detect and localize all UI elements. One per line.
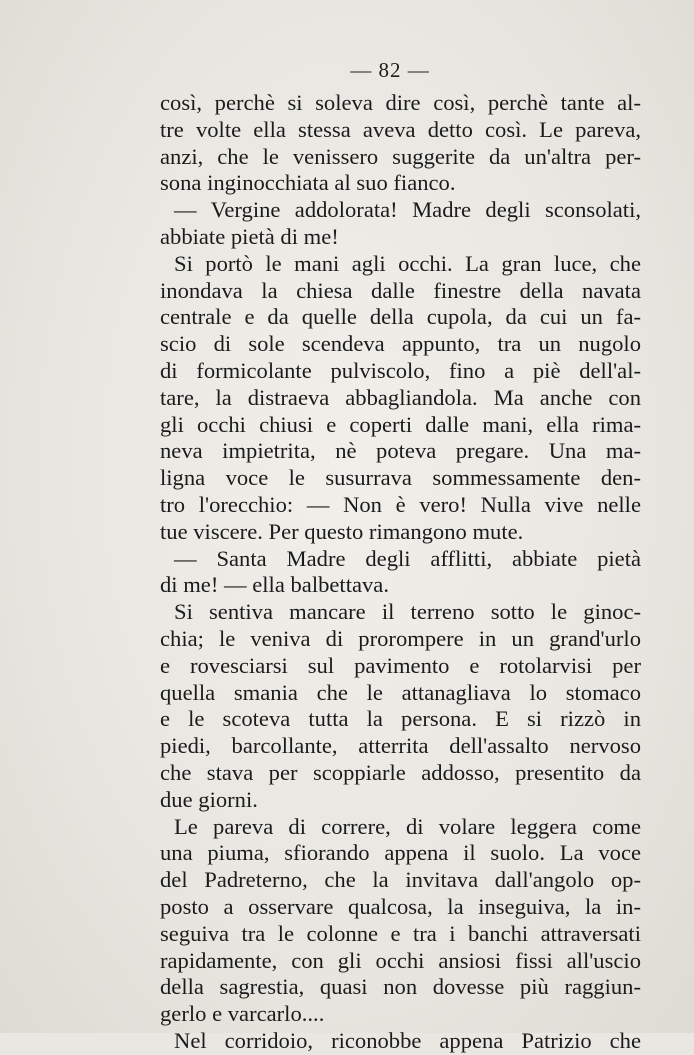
text-line: centrale e da quelle della cupola, da cui un fa- xyxy=(160,304,641,330)
text-line: due giorni. xyxy=(160,786,258,812)
text-line: piedi, barcollante, atterrita dell'assalto nervoso xyxy=(160,733,641,759)
text-line: posto a osservare qualcosa, la inseguiva, la in- xyxy=(160,893,641,919)
text-line: così, perchè si soleva dire così, perchè tante al- xyxy=(160,90,641,115)
text-line: che stava per scoppiarle addosso, presentito da xyxy=(160,759,641,785)
text-line: di me! — ella balbettava. xyxy=(160,572,389,598)
text-line: e le scoteva tutta la persona. E si rizzò in xyxy=(160,706,641,732)
page-number: — 82 — xyxy=(350,58,430,82)
text-line: Si sentiva mancare il terreno sotto le ginoc- xyxy=(174,599,641,625)
body-text xyxy=(160,90,641,1055)
text-line: anzi, che le venissero suggerite da un'altra per- xyxy=(160,143,641,169)
text-line: tare, la distraeva abbagliandola. Ma anche con xyxy=(160,384,641,410)
text-line: seguiva tra le colonne e tra i banchi attraversati xyxy=(160,920,641,946)
text-line: sona inginocchiata al suo fianco. xyxy=(160,170,456,196)
text-line: tue viscere. Per questo rimangono mute. xyxy=(160,518,524,544)
text-line: quella smania che le attanagliava lo stomaco xyxy=(160,679,641,705)
text-line: abbiate pietà di me! xyxy=(160,223,339,249)
text-line: tre volte ella stessa aveva detto così. Le pareva, xyxy=(160,116,641,142)
text-line: Si portò le mani agli occhi. La gran luce, che xyxy=(174,250,641,276)
text-line: — Santa Madre degli afflitti, abbiate pietà xyxy=(174,545,641,571)
text-line: — Vergine addolorata! Madre degli sconsolati, xyxy=(174,197,641,223)
text-line: del Padreterno, che la invitava dall'angolo op- xyxy=(160,867,641,893)
text-line: una piuma, sfiorando appena il suolo. La voce xyxy=(160,840,641,866)
text-line: tro l'orecchio: — Non è vero! Nulla vive nelle xyxy=(160,491,641,517)
text-line: inondava la chiesa dalle finestre della navata xyxy=(160,277,641,303)
text-line: chia; le veniva di prorompere in un grand'urlo xyxy=(160,625,641,651)
text-line: di formicolante pulviscolo, fino a piè dell'al- xyxy=(160,357,641,383)
text-line: ligna voce le susurrava sommessamente den- xyxy=(160,465,641,491)
text-line: scio di sole scendeva appunto, tra un nugolo xyxy=(160,331,641,357)
text-line: Le pareva di correre, di volare leggera come xyxy=(174,813,641,839)
text-line: gerlo e varcarlo.... xyxy=(160,1001,325,1027)
text-line: e rovesciarsi sul pavimento e rotolarvisi per xyxy=(160,652,641,678)
text-line: neva impietrita, nè poteva pregare. Una ma- xyxy=(160,438,641,464)
text-line: Nel corridoio, riconobbe appena Patrizio che xyxy=(174,1027,641,1053)
text-line: rapidamente, con gli occhi ansiosi fissi all'uscio xyxy=(160,947,641,973)
text-line: gli occhi chiusi e coperti dalle mani, ella rima- xyxy=(160,411,641,437)
text-line: della sagrestia, quasi non dovesse più raggiun- xyxy=(160,974,641,1000)
